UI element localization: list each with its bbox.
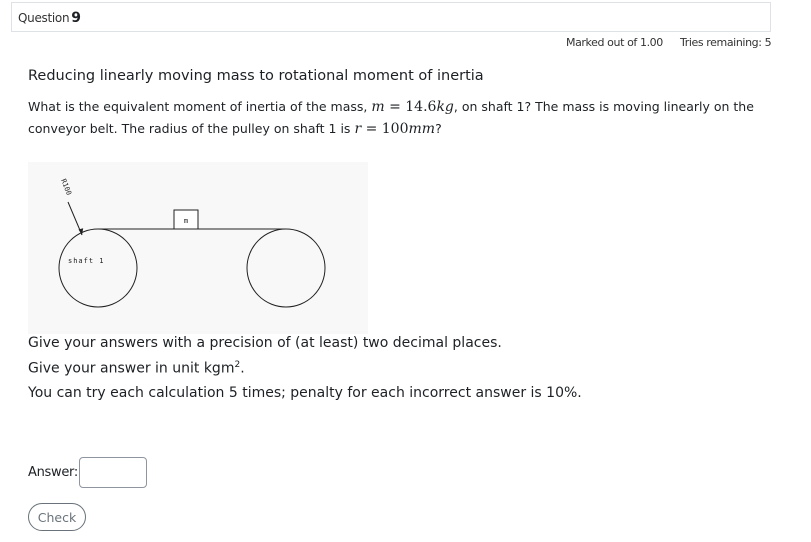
mass-label: m — [183, 217, 189, 225]
mass-equals: = 14.6 — [384, 99, 437, 115]
unit-end: . — [240, 360, 245, 377]
question-header — [11, 2, 771, 32]
diagram-background — [28, 162, 368, 334]
mass-variable: m — [371, 99, 385, 115]
precision-instruction: Give your answers with a precision of (at least) two decimal places. — [28, 335, 502, 351]
answer-input[interactable] — [79, 457, 147, 488]
unit-text: Give your answer in unit kgm — [28, 360, 235, 377]
question-number: 9 — [71, 10, 81, 26]
unit-superscript: 2 — [234, 360, 241, 370]
question-label — [18, 10, 81, 26]
question-text-part3: ? — [435, 121, 442, 136]
question-text-part1: What is the equivalent moment of inertia of the mass, — [28, 99, 372, 114]
tries-instruction: You can try each calculation 5 times; penalty for each incorrect answer is 10%. — [28, 385, 582, 401]
question-title: Reducing linearly moving mass to rotational moment of inertia — [28, 68, 484, 84]
answer-label: Answer: — [28, 465, 78, 480]
question-text — [28, 96, 788, 140]
check-button[interactable]: Check — [28, 503, 86, 531]
question-text-part2: , on shaft 1? The mass is moving linearly on the conveyor belt. The radius of the pulley on shaft 1 is — [28, 99, 754, 136]
unit-instruction — [28, 360, 245, 377]
radius-equals: = 100 — [361, 121, 409, 137]
tries-remaining: Tries remaining: 5 — [680, 36, 772, 49]
marked-out-of: Marked out of 1.00 — [566, 36, 663, 49]
mass-expression — [371, 99, 454, 115]
radius-variable: r — [354, 121, 362, 137]
radius-unit: mm — [408, 121, 436, 137]
question-label-text: Question — [18, 11, 70, 25]
mass-unit: kg — [436, 99, 454, 115]
radius-expression — [354, 121, 435, 137]
radius-label: R100 — [59, 177, 73, 197]
conveyor-diagram — [28, 162, 368, 334]
shaft-label: shaft 1 — [68, 257, 105, 265]
